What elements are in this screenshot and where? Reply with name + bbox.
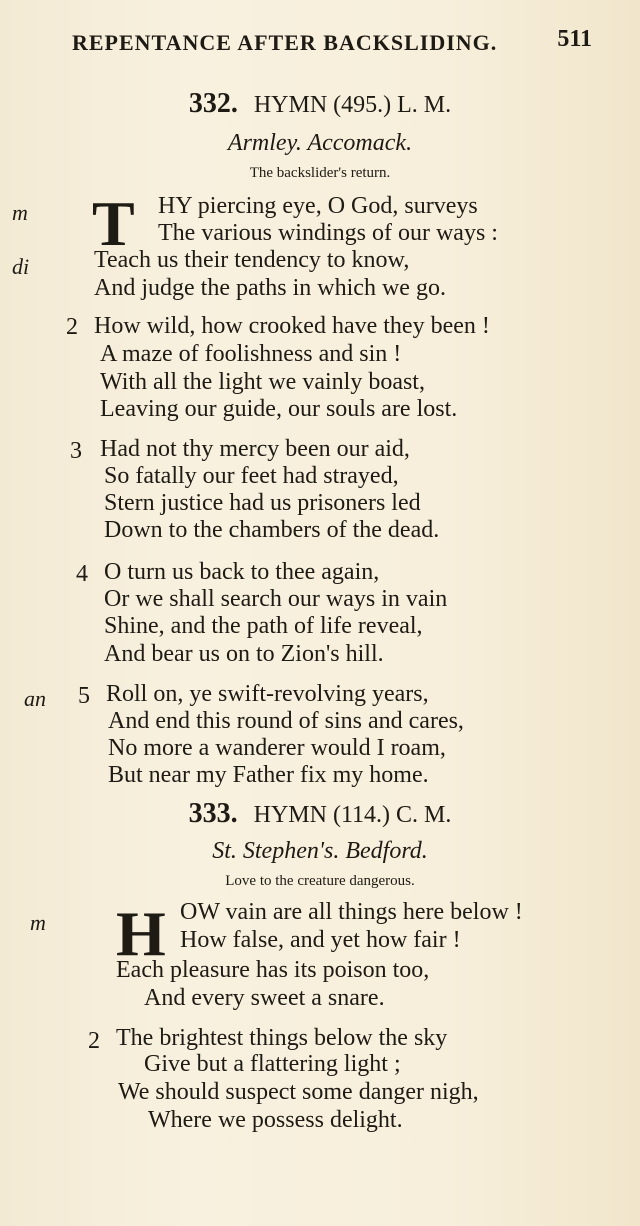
verse-line: Down to the chambers of the dead.: [104, 517, 440, 543]
verse-line: Stern justice had us prisoners led: [104, 490, 421, 516]
verse-line: Give but a flattering light ;: [144, 1051, 401, 1077]
running-head: [72, 26, 592, 62]
stanza-number: 2: [88, 1028, 100, 1054]
page-number: 511: [557, 26, 592, 52]
verse-line: How false, and yet how fair !: [180, 927, 461, 953]
margin-mark-an: an: [24, 686, 46, 711]
stanza-number: 4: [76, 561, 88, 587]
hymn-meter: HYMN (495.) L. M.: [253, 92, 452, 118]
verse-line: How wild, how crooked have they been !: [94, 313, 490, 339]
verse-line: Teach us their tendency to know,: [94, 247, 410, 273]
dropcap-t: T: [92, 188, 135, 259]
hymn-number: 333.: [188, 798, 238, 829]
stanza-number: 3: [70, 438, 82, 464]
verse-line: OW vain are all things here below !: [180, 899, 523, 925]
margin-mark-m: m: [12, 200, 28, 225]
verse-line: And every sweet a snare.: [144, 985, 385, 1011]
verse-line: So fatally our feet had strayed,: [104, 463, 399, 489]
hymn-333-tunes: St. Stephen's. Bedford.: [212, 838, 428, 864]
verse-line: Or we shall search our ways in vain: [104, 586, 448, 612]
hymn-number: 332.: [188, 88, 238, 119]
margin-mark-di: di: [12, 254, 30, 279]
verse-line: Each pleasure has its poison too,: [116, 957, 430, 983]
hymn-332-tunes: Armley. Accomack.: [227, 130, 413, 156]
running-head-title: REPENTANCE AFTER BACKSLIDING.: [72, 30, 498, 55]
verse-line: Where we possess delight.: [148, 1107, 403, 1133]
verse-line: But near my Father fix my home.: [108, 762, 429, 788]
verse-line: A maze of foolishness and sin !: [100, 341, 402, 367]
verse-line: Roll on, ye swift-revolving years,: [106, 681, 429, 707]
verse-line: And bear us on to Zion's hill.: [104, 641, 384, 667]
stanza-number: 2: [66, 314, 78, 340]
verse-line: Shine, and the path of life reveal,: [104, 613, 423, 639]
hymn-332-heading: [0, 88, 640, 120]
verse-line: With all the light we vainly boast,: [100, 369, 425, 395]
dropcap-h: H: [116, 898, 166, 969]
verse-line: No more a wanderer would I roam,: [108, 735, 446, 761]
margin-mark-m: m: [30, 910, 46, 935]
hymn-333-subject: Love to the creature dangerous.: [225, 873, 415, 889]
verse-line: Had not thy mercy been our aid,: [100, 436, 410, 462]
verse-line: O turn us back to thee again,: [104, 559, 380, 585]
verse-line: The various windings of our ways :: [158, 220, 498, 246]
verse-line: And judge the paths in which we go.: [94, 275, 446, 301]
verse-line: HY piercing eye, O God, surveys: [158, 193, 478, 219]
hymn-meter: HYMN (114.) C. M.: [253, 802, 452, 828]
verse-line: Leaving our guide, our souls are lost.: [100, 396, 458, 422]
verse-line: We should suspect some danger nigh,: [118, 1079, 479, 1105]
hymn-333-heading: [0, 798, 640, 830]
hymn-332-subject: The backslider's return.: [249, 165, 391, 181]
verse-line: The brightest things below the sky: [116, 1025, 448, 1051]
verse-line: And end this round of sins and cares,: [108, 708, 464, 734]
stanza-number: 5: [78, 683, 90, 709]
